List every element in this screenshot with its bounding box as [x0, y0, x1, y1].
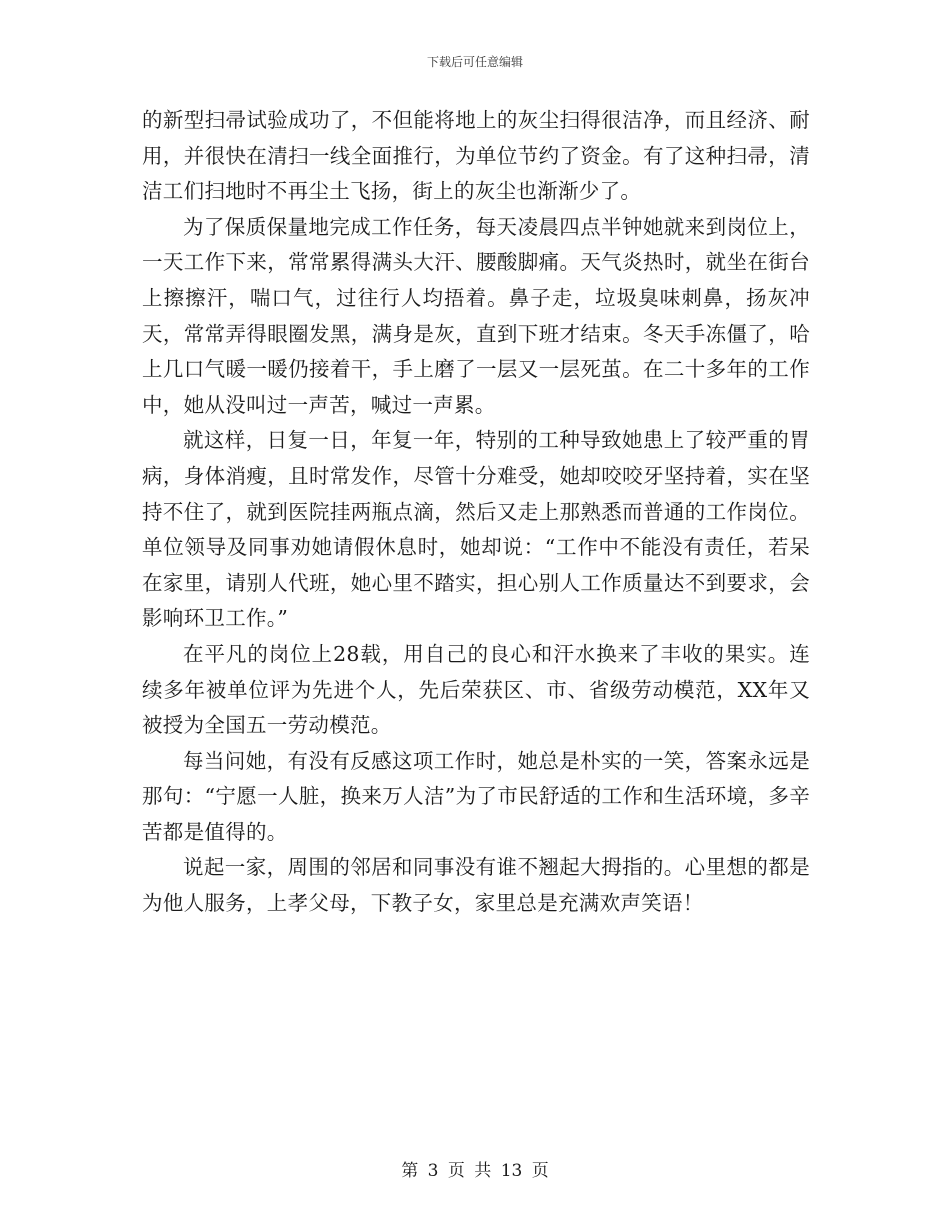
- paragraph-6: 说起一家，周围的邻居和同事没有谁不翘起大拇指的。心里想的都是为他人服务，上孝父母，下教子女，家里总是充满欢声笑语！: [142, 855, 810, 916]
- paragraph-1: 的新型扫帚试验成功了，不但能将地上的灰尘扫得很洁净，而且经济、耐用，并很快在清扫一线全面推行，为单位节约了资金。有了这种扫帚，清洁工们扫地时不再尘土飞扬，街上的灰尘也渐渐少了。: [142, 108, 810, 204]
- page-header: 下载后可任意编辑: [426, 55, 523, 69]
- document-body: [142, 103, 810, 922]
- paragraph-2: 为了保质保量地完成工作任务，每天凌晨四点半钟她就来到岗位上，一天工作下来，常常累得满头大汗、腰酸脚痛。天气炎热时，就坐在街台上擦擦汗，喘口气，过往行人均捂着。鼻子走，垃圾臭味刺鼻，扬灰冲天，常常弄得眼圈发黑，满身是灰，直到下班才结束。冬天手冻僵了，哈上几口气暖一暖仍接着干，手上磨了一层又一层死茧。在二十多年的工作中，她从没叫过一声苦，喊过一声累。: [142, 214, 810, 417]
- page-number-footer: 第 3 页 共 13 页: [401, 1161, 549, 1181]
- paragraph-4: 在平凡的岗位上28载，用自己的良心和汗水换来了丰收的果实。连续多年被单位评为先进个人，先后荣获区、市、省级劳动模范，XX年又被授为全国五一劳动模范。: [142, 641, 810, 738]
- paragraph-5: 每当问她，有没有反感这项工作时，她总是朴实的一笑，答案永远是那句：“宁愿一人脏，换来万人洁”为了市民舒适的工作和生活环境，多辛苦都是值得的。: [142, 748, 810, 844]
- paragraph-3: 就这样，日复一日，年复一年，特别的工种导致她患上了较严重的胃病，身体消瘦，且时常发作，尽管十分难受，她却咬咬牙坚持着，实在坚持不住了，就到医院挂两瓶点滴，然后又走上那熟悉而普通的工作岗位。单位领导及同事劝她请假休息时，她却说：“工作中不能没有责任，若呆在家里，请别人代班，她心里不踏实，担心别人工作质量达不到要求，会影响环卫工作。”: [142, 428, 810, 631]
